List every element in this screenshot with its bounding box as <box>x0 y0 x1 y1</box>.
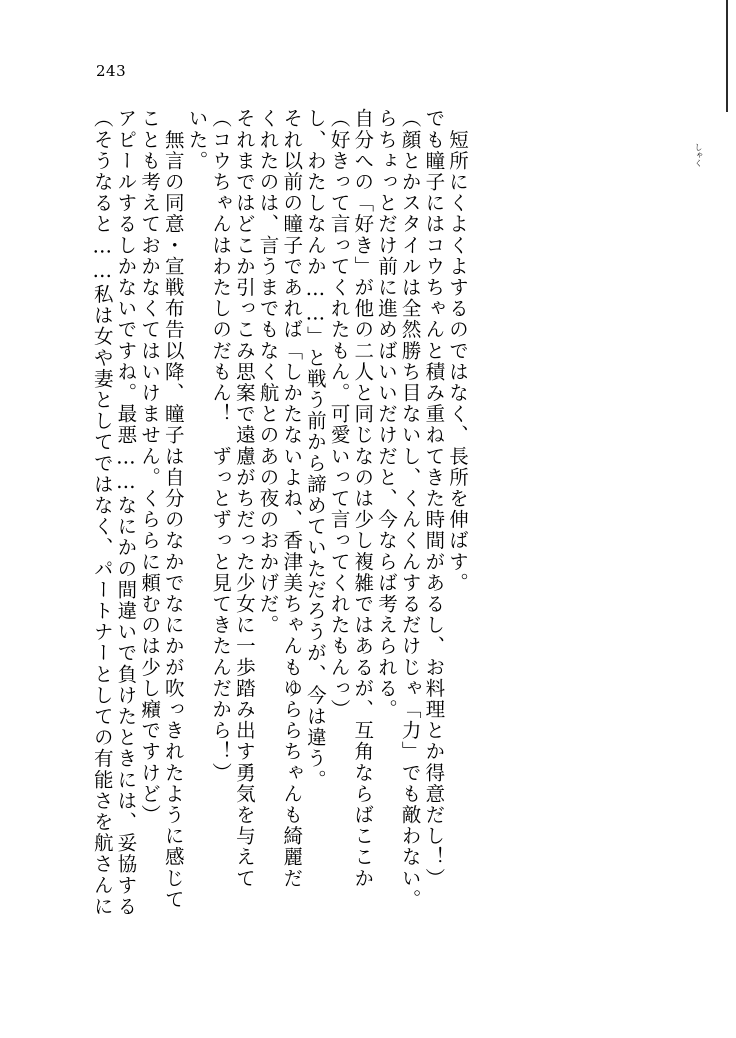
text-column: それまではどこか引っこみ思案で遠慮がちだった少女に一歩踏み出す勇気を与えて <box>232 108 256 889</box>
text-column: （そうなると……私は女や妻としてではなく、パートナーとしての有能さを航さんに <box>90 108 114 917</box>
text-column: らちょっとだけ前に進めばいいだけだと、今ならば考えられる。 <box>374 108 398 720</box>
text-column: （好きって言ってくれたもん。可愛いって言ってくれたもんっ） <box>327 108 351 720</box>
page-edge-rule <box>726 0 728 112</box>
text-column: いた。 <box>185 108 209 172</box>
text-column: 無言の同意・宣戦布告以降、瞳子は自分のなかでなにかが吹っきれたように感じて <box>161 108 185 910</box>
text-column: し、わたしなんか……」と戦う前から諦めていただろうが、今は違う。 <box>303 108 327 791</box>
text-column: それ以前の瞳子であれば「しかたないよね、香津美ちゃんもゆららちゃんも綺麗だ <box>280 108 304 889</box>
vertical-text-body <box>88 108 688 988</box>
page-number: 243 <box>96 62 127 80</box>
text-column: （コウちゃんはわたしのだもん！ ずっとずっと見てきたんだから！） <box>209 108 233 784</box>
text-column: 短所にくよくよするのではなく、長所を伸ばす。 <box>446 108 469 594</box>
text-column: くれたのは、言うまでもなく航とのあの夜のおかげだ。 <box>256 108 280 636</box>
text-column: ことも考えておかなくてはいけません。くららに頼むのは少し癪ですけど） <box>138 108 162 826</box>
text-column: アピールするしかないですね。最悪……なにかの間違いで負けたときには、妥協する <box>114 108 138 917</box>
text-column: 自分への「好き」が他の二人と同じなのは少し複雑ではあるが、互角ならばここか <box>351 108 375 889</box>
text-column: （顔とかスタイルは全然勝ち目ないし、くんくんするだけじゃ「力」でも敵わない。 <box>398 108 422 910</box>
ruby-annotation: しゃく <box>694 143 703 167</box>
text-column: でも瞳子にはコウちゃんと積み重ねてきた時間があるし、お料理とか得意だし！） <box>422 108 446 889</box>
